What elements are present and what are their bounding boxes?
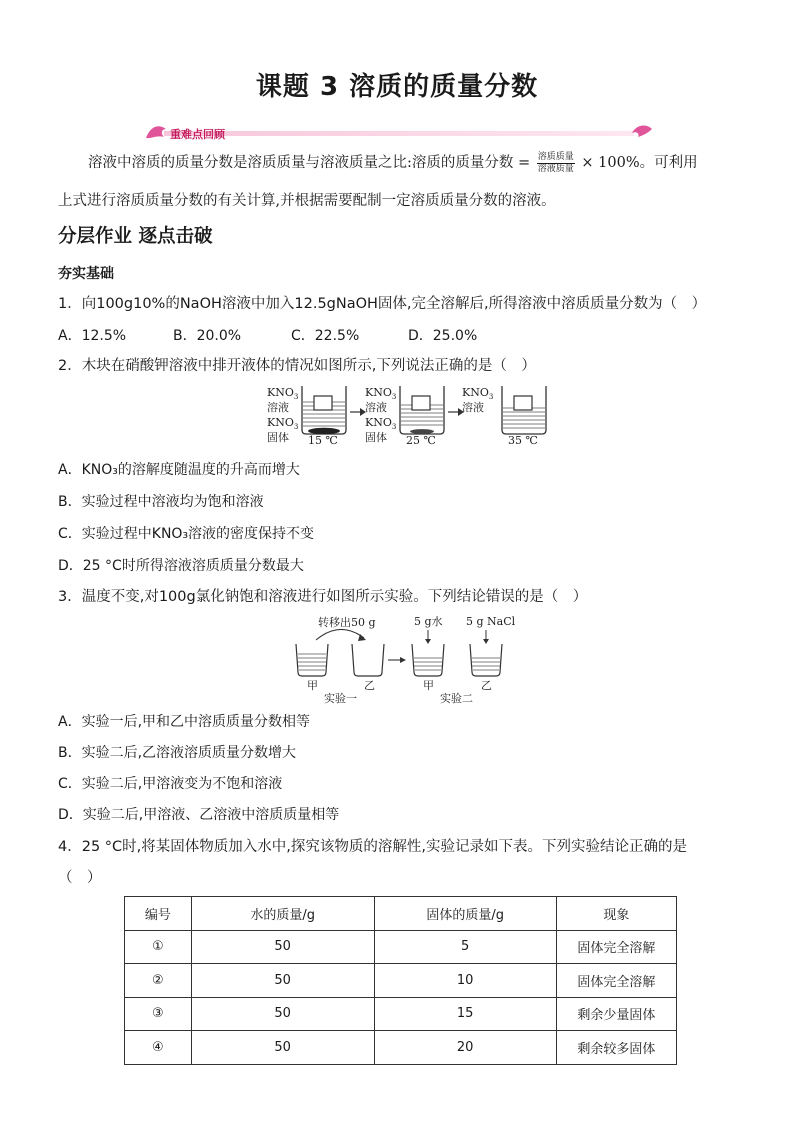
label-solid-2: 固体 — [365, 431, 387, 444]
header-id: 编号 — [125, 897, 192, 931]
section-title: 分层作业 逐点击破 — [58, 226, 213, 247]
fraction-denominator: 溶液质量 — [537, 163, 574, 174]
transfer-arrow — [316, 629, 364, 640]
cell-solid: 10 — [374, 964, 556, 998]
mass-fraction-formula — [537, 152, 575, 175]
beaker-jia-exp2 — [412, 644, 444, 676]
intro-text-post: × 100%。可利用 — [581, 155, 698, 171]
intro-line-1 — [88, 151, 698, 175]
cell-solid: 20 — [374, 1031, 556, 1065]
intro-line-2: 上式进行溶质质量分数的有关计算,并根据需要配制一定溶质质量分数的溶液。 — [58, 193, 556, 209]
table-row — [125, 930, 677, 964]
q2-option-c[interactable]: C．实验过程中KNO₃溶液的密度保持不变 — [58, 526, 315, 542]
cell-id: ② — [125, 964, 192, 998]
label-kno3-solution-1: $KNO_3$ — [267, 386, 299, 401]
label-exp1: 实验一 — [324, 692, 357, 705]
table-row — [125, 964, 677, 998]
q1-option-b[interactable]: B．20.0% — [173, 328, 242, 344]
intro-text-pre: 溶液中溶质的质量分数是溶质质量与溶液质量之比:溶质的质量分数 = — [88, 155, 531, 171]
fraction-numerator: 溶质质量 — [537, 151, 574, 162]
nacl-experiment-figure — [290, 614, 516, 706]
label-solution-1: 溶液 — [267, 401, 289, 414]
cell-water: 50 — [191, 997, 374, 1031]
arrow-icon — [350, 408, 366, 416]
subsection-title: 夯实基础 — [58, 266, 114, 282]
cell-phenomenon: 剩余少量固体 — [556, 997, 676, 1031]
beaker-15c — [302, 386, 346, 434]
experiment-record-table — [124, 896, 677, 1065]
label-kno3-solid-1: $KNO_3$ — [267, 416, 299, 431]
label-nacl: 5 g NaCl — [466, 615, 516, 628]
question-3-text: 3．温度不变,对100g氯化钠饱和溶液进行如图所示实验。下列结论错误的是（ ） — [58, 589, 588, 605]
beaker-jia-exp1 — [296, 644, 328, 676]
arrow-head-icon — [483, 639, 489, 644]
temp-15c: 15 ℃ — [308, 434, 338, 447]
beaker-yi-exp1 — [352, 644, 384, 676]
label-jia-1: 甲 — [307, 679, 318, 692]
q1-option-c[interactable]: C．22.5% — [291, 328, 360, 344]
cell-water: 50 — [191, 930, 374, 964]
label-solution-3: 溶液 — [462, 401, 484, 414]
question-4-text: 4．25 °C时,将某固体物质加入水中,探究该物质的溶解性,实验记录如下表。下列实验结论正确的是 — [58, 839, 687, 855]
header-phenomenon: 现象 — [556, 897, 676, 931]
label-kno3-solution-2: $KNO_3$ — [365, 386, 397, 401]
label-yi-1: 乙 — [364, 679, 375, 692]
label-yi-2: 乙 — [481, 679, 492, 692]
q2-option-a[interactable]: A．KNO₃的溶解度随温度的升高而增大 — [58, 462, 300, 478]
question-2-text: 2．木块在硝酸钾溶液中排开液体的情况如图所示,下列说法正确的是（ ） — [58, 358, 536, 374]
cell-phenomenon: 固体完全溶解 — [556, 930, 676, 964]
header-solid-mass: 固体的质量/g — [374, 897, 556, 931]
beaker-yi-exp2 — [470, 644, 502, 676]
label-kno3-solution-3: $KNO_3$ — [462, 386, 494, 401]
beaker-35c — [502, 386, 546, 434]
q3-option-a[interactable]: A．实验一后,甲和乙中溶质质量分数相等 — [58, 714, 311, 730]
table-row — [125, 1031, 677, 1065]
q1-option-a[interactable]: A．12.5% — [58, 328, 127, 344]
q3-option-d[interactable]: D．实验二后,甲溶液、乙溶液中溶质质量相等 — [58, 807, 340, 823]
label-water: 5 g水 — [414, 615, 443, 628]
arrow-head-icon — [425, 639, 431, 644]
table-header-row — [125, 897, 677, 931]
cell-id: ① — [125, 930, 192, 964]
label-solid-1: 固体 — [267, 431, 289, 444]
label-solution-2: 溶液 — [365, 401, 387, 414]
arrow-icon — [388, 657, 406, 663]
label-kno3-solid-2: $KNO_3$ — [365, 416, 397, 431]
cell-water: 50 — [191, 964, 374, 998]
beaker-25c — [400, 386, 444, 434]
cell-water: 50 — [191, 1031, 374, 1065]
banner-label: 重难点回顾 — [170, 128, 225, 141]
question-1-text: 1．向100g10%的NaOH溶液中加入12.5gNaOH固体,完全溶解后,所得溶液中溶质质量分数为（ ） — [58, 296, 707, 312]
page-title: 课题 3 溶质的质量分数 — [255, 72, 539, 102]
table-row — [125, 997, 677, 1031]
label-transfer: 转移出50 g — [318, 616, 376, 629]
q1-option-d[interactable]: D．25.0% — [408, 328, 478, 344]
label-jia-2: 甲 — [423, 679, 434, 692]
q2-option-b[interactable]: B．实验过程中溶液均为饱和溶液 — [58, 494, 264, 510]
q3-option-c[interactable]: C．实验二后,甲溶液变为不饱和溶液 — [58, 776, 283, 792]
cell-phenomenon: 剩余较多固体 — [556, 1031, 676, 1065]
question-4-text-cont: （ ） — [58, 870, 102, 886]
kno3-wood-block-figure — [262, 382, 552, 448]
q2-option-d[interactable]: D．25 °C时所得溶液溶质质量分数最大 — [58, 558, 304, 574]
label-exp2: 实验二 — [440, 692, 473, 705]
temp-35c: 35 ℃ — [508, 434, 538, 447]
cell-id: ③ — [125, 997, 192, 1031]
cell-phenomenon: 固体完全溶解 — [556, 964, 676, 998]
header-water-mass: 水的质量/g — [191, 897, 374, 931]
cell-solid: 5 — [374, 930, 556, 964]
cell-solid: 15 — [374, 997, 556, 1031]
cell-id: ④ — [125, 1031, 192, 1065]
q3-option-b[interactable]: B．实验二后,乙溶液溶质质量分数增大 — [58, 745, 297, 761]
temp-25c: 25 ℃ — [406, 434, 436, 447]
